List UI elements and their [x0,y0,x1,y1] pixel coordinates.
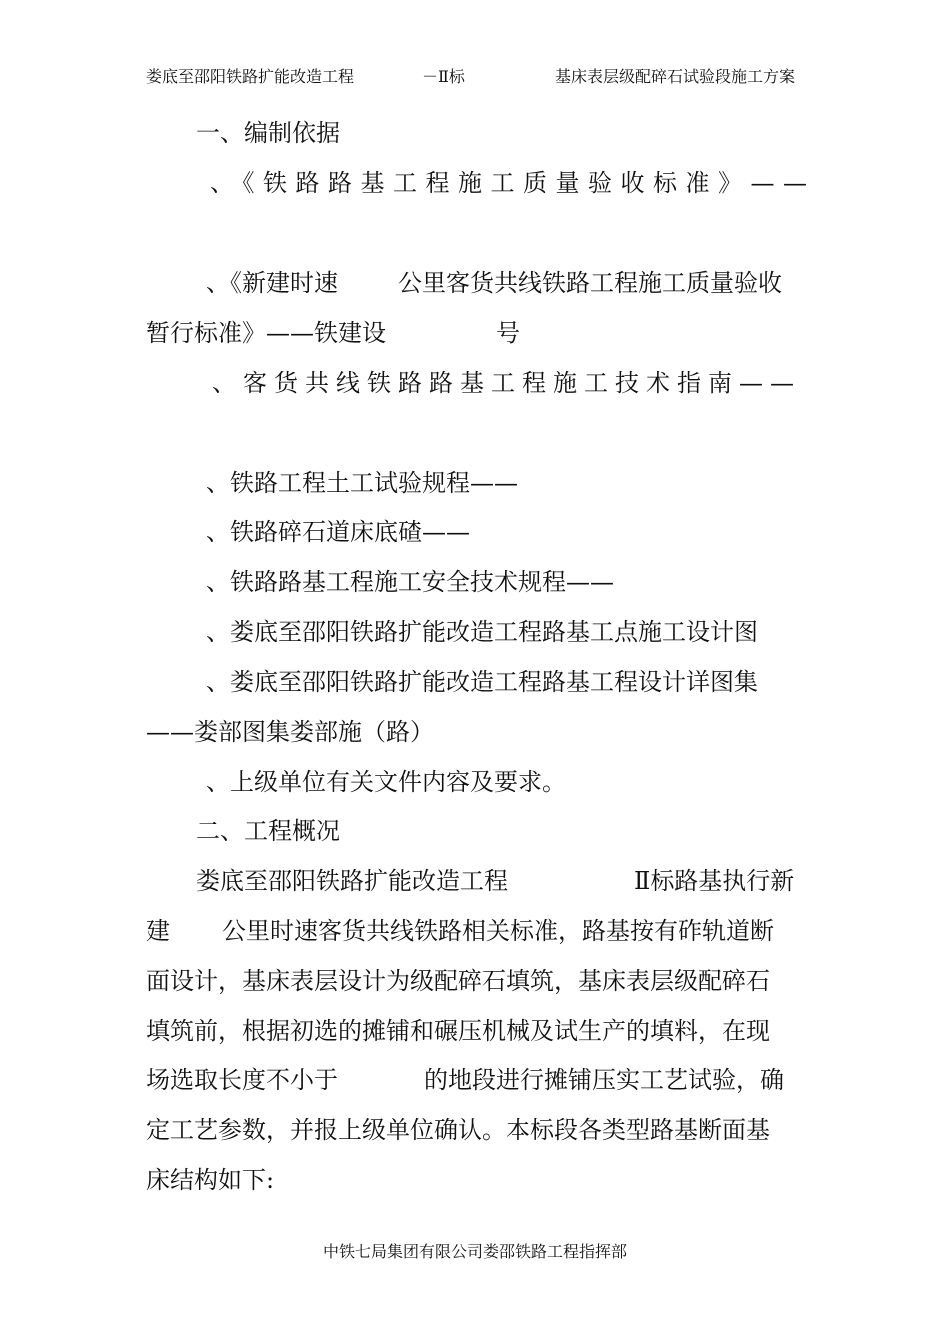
reference-item-4: 、铁路工程土工试验规程—— [206,469,518,497]
reference-item-7: 、娄底至邵阳铁路扩能改造工程路基工点施工设计图 [206,618,758,646]
reference-item-3: 、客货共线铁路路基工程施工技术指南—— [212,369,801,397]
overview-line-5-part-2: 的地段进行摊铺压实工艺试验，确 [424,1066,784,1094]
overview-line-1-part-2: Ⅱ标路基执行新 [634,867,795,895]
header-section: －Ⅱ标 [422,67,465,86]
overview-line-7: 床结构如下: [146,1166,275,1194]
header-project: 娄底至邵阳铁路扩能改造工程 [146,67,355,86]
overview-line-2-part-2: 公里时速客货共线铁路相关标准，路基按有砟轨道断 [222,917,774,945]
section-title-overview: 二、工程概况 [196,817,340,845]
reference-item-6: 、铁路路基工程施工安全技术规程—— [206,568,614,596]
section-title-basis: 一、编制依据 [196,119,340,147]
header-document-title: 基床表层级配碎石试验段施工方案 [555,67,796,86]
reference-item-1: 、《铁路路基工程施工质量验收标准》—— [210,169,816,197]
page-footer: 中铁七局集团有限公司娄邵铁路工程指挥部 [322,1242,627,1261]
overview-line-4: 填筑前，根据初选的摊铺和碾压机械及试生产的填料，在现 [146,1017,770,1045]
reference-item-2-part-4: 号 [496,319,520,347]
overview-line-5-part-1: 场选取长度不小于 [146,1066,338,1094]
overview-line-1-part-1: 娄底至邵阳铁路扩能改造工程 [196,867,508,895]
reference-item-8-part-2: ——娄部图集娄部施（路） [146,718,434,746]
reference-item-2-part-3: 暂行标准》——铁建设 [146,319,386,347]
overview-line-2-part-1: 建 [146,917,170,945]
reference-item-2-part-1: 、《新建时速 [206,269,338,297]
reference-item-5: 、铁路碎石道床底碴—— [206,518,470,546]
reference-item-8-part-1: 、娄底至邵阳铁路扩能改造工程路基工程设计详图集 [206,668,758,696]
reference-item-2-part-2: 公里客货共线铁路工程施工质量验收 [398,269,782,297]
reference-item-9: 、上级单位有关文件内容及要求。 [206,768,566,796]
overview-line-3: 面设计，基床表层设计为级配碎石填筑，基床表层级配碎石 [146,967,770,995]
overview-line-6: 定工艺参数，并报上级单位确认。本标段各类型路基断面基 [146,1116,770,1144]
